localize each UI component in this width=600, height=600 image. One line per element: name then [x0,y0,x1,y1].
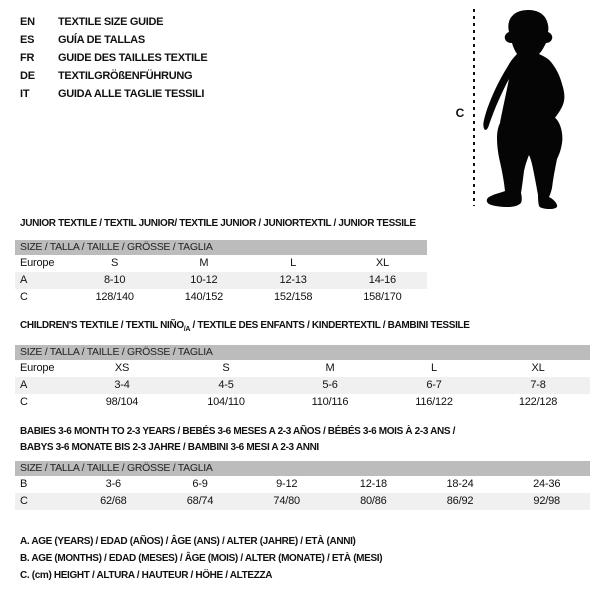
table-cell: XS [114,362,130,374]
table-row-age-years [15,272,427,289]
table-cell: 128/140 [95,291,134,303]
language-row-fr [20,49,207,67]
language-row-en [20,13,207,31]
language-label: GUIDE DES TAILLES TEXTILE [58,52,208,64]
table-cell: S [111,257,119,269]
table-cell: 8-10 [104,274,126,286]
table-cell: 122/128 [518,396,558,408]
language-code: EN [20,16,35,28]
table-cell: 152/158 [273,291,313,303]
title-text: CHILDREN'S TEXTILE / TEXTIL NIÑO [20,320,184,331]
legend-line-a: A. AGE (YEARS) / EDAD (AÑOS) / ÂGE (ANS) / ALTER (JAHRE) / ETÀ (ANNI) [20,536,356,547]
table-cell: 24-36 [533,478,561,490]
row-label: C [20,291,28,303]
table-cell: 74/80 [273,495,300,507]
table-cell: M [199,257,209,269]
table-cell: 5-6 [322,379,338,391]
table-row-age-years [15,377,590,394]
row-label: A [20,274,28,286]
height-dotted-line [473,9,475,206]
language-list [20,13,207,103]
table-cell: 7-8 [530,379,546,391]
table-cell: 6-7 [426,379,442,391]
table-cell: L [290,257,297,269]
language-row-es [20,31,207,49]
size-header-band: SIZE / TALLA / TAILLE / GRÖSSE / TAGLIA [15,240,427,255]
table-cell: M [325,362,335,374]
height-measure-label: C [455,106,465,120]
table-row-age-months [15,476,590,493]
title-subscript: /A [183,326,191,333]
size-header-band: SIZE / TALLA / TAILLE / GRÖSSE / TAGLIA [15,461,590,476]
language-row-de [20,67,207,85]
language-label: TEXTILGRÖßENFÜHRUNG [58,70,193,82]
table-cell: 12-13 [279,274,307,286]
table-cell: 104/110 [207,396,245,408]
section-title-babies [20,424,455,456]
table-cell: S [222,362,230,374]
size-header-band: SIZE / TALLA / TAILLE / GRÖSSE / TAGLIA [15,345,590,360]
table-cell: 140/152 [184,291,224,303]
row-label: Europe [20,257,55,269]
legend [20,533,382,584]
table-cell: 116/122 [415,396,453,408]
table-cell: 6-9 [192,478,208,490]
table-cell: 92/98 [533,495,560,507]
language-code: FR [20,52,35,64]
table-cell: 4-5 [218,379,234,391]
title-text: / TEXTILE DES ENFANTS / KINDERTEXTIL / BAMBINI TESSILE [190,320,470,331]
language-label: GUIDA ALLE TAGLIE TESSILI [58,88,205,100]
table-row-height [15,289,427,306]
language-code: IT [20,88,30,100]
title-line-2: BABYS 3-6 MONATE BIS 2-3 JAHRE / BAMBINI 3-6 MESI A 2-3 ANNI [20,442,319,453]
table-cell: 14-16 [368,274,396,286]
junior-size-table [15,240,427,306]
legend-line-c: C. (cm) HEIGHT / ALTURA / HAUTEUR / HÖHE / ALTEZZA [20,570,273,581]
table-row-height [15,493,590,510]
table-cell: 9-12 [276,478,298,490]
table-cell: 98/104 [105,396,139,408]
language-code: DE [20,70,35,82]
table-row-europe [15,360,590,377]
table-cell: 3-4 [114,379,130,391]
toddler-silhouette-image [482,9,574,209]
table-cell: 18-24 [446,478,474,490]
table-cell: 68/74 [186,495,214,507]
language-row-it [20,85,207,103]
table-cell: 12-18 [359,478,387,490]
title-line-1: BABIES 3-6 MONTH TO 2-3 YEARS / BEBÉS 3-6 MESES A 2-3 AÑOS / BÉBÉS 3-6 MOIS À 2-3 ANS / [20,426,456,437]
section-title-junior: JUNIOR TEXTILE / TEXTIL JUNIOR/ TEXTILE JUNIOR / JUNIORTEXTIL / JUNIOR TESSILE [20,218,416,229]
babies-size-table [15,461,590,510]
language-label: GUÍA DE TALLAS [58,34,145,46]
table-cell: 86/92 [446,495,474,507]
children-size-table [15,345,590,411]
row-label: Europe [20,362,55,374]
table-cell: 3-6 [105,478,121,490]
row-label: C [20,495,28,507]
table-cell: 80/86 [360,495,387,507]
table-cell: XL [531,362,545,374]
language-code: ES [20,34,35,46]
section-title-children [20,318,470,338]
table-cell: 10-12 [190,274,218,286]
language-label: TEXTILE SIZE GUIDE [58,16,164,28]
legend-line-b: B. AGE (MONTHS) / EDAD (MESES) / ÂGE (MOIS) / ALTER (MONATE) / ETÀ (MESI) [20,553,383,564]
row-label: B [20,478,28,490]
row-label: A [20,379,28,391]
table-row-europe [15,255,427,272]
table-cell: 62/68 [100,495,127,507]
table-cell: 110/116 [311,396,349,408]
table-cell: 158/170 [363,291,402,303]
table-row-height [15,394,590,411]
table-cell: XL [375,257,389,269]
table-cell: L [431,362,437,374]
row-label: C [20,396,28,408]
